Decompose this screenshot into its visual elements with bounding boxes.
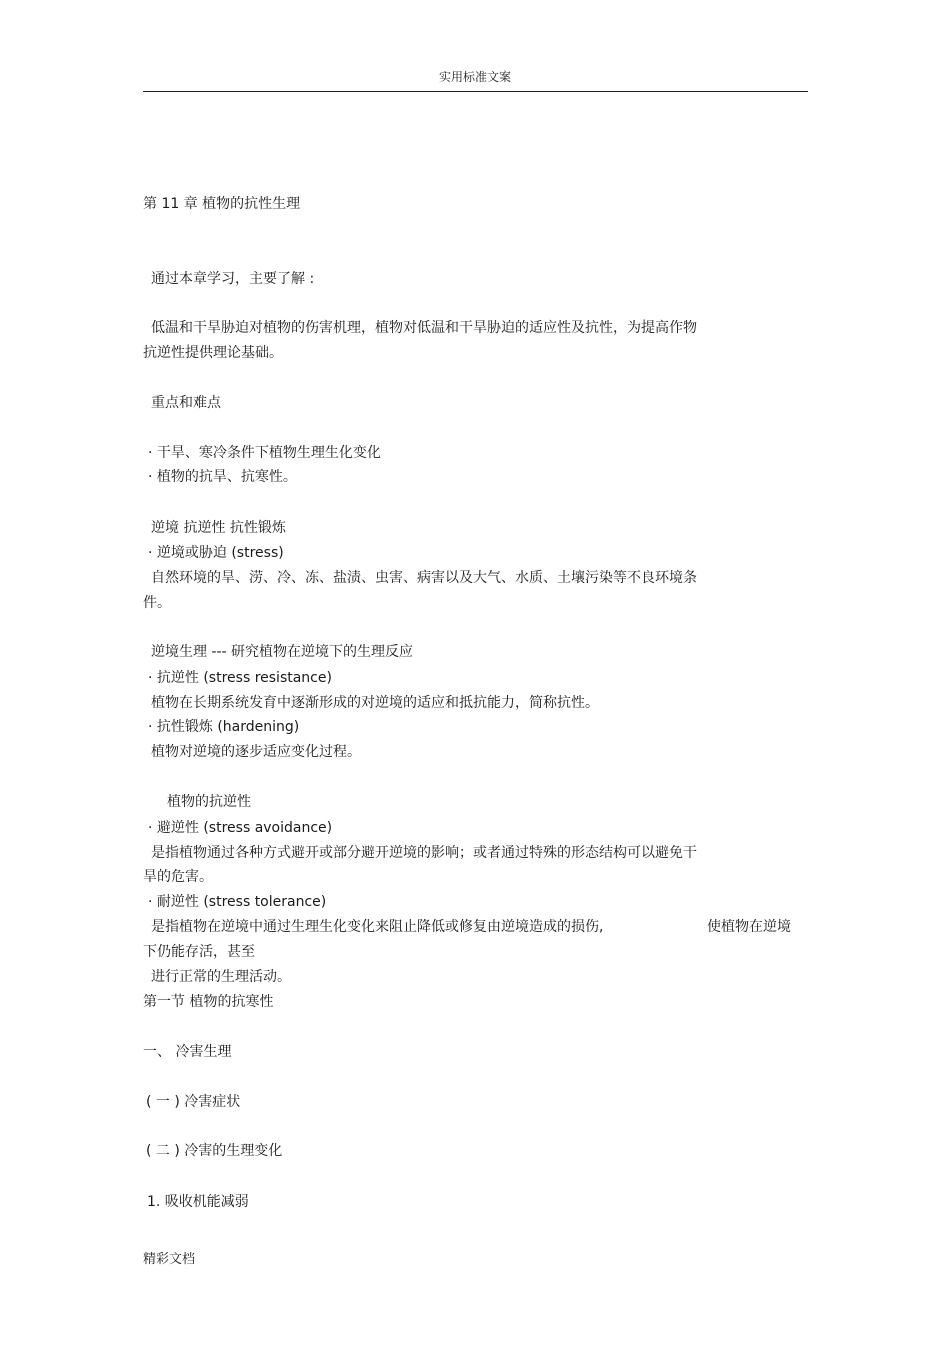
tolerance-definition-line-1b: 使植物在逆境 [707, 919, 791, 935]
avoidance-term: · 避逆性 (stress avoidance) [148, 820, 333, 836]
tolerance-term: · 耐逆性 (stress tolerance) [148, 894, 327, 910]
plant-resistance-heading: 植物的抗逆性 [167, 794, 251, 810]
stress-term: · 逆境或胁迫 (stress) [148, 545, 284, 561]
section-title: 第一节 植物的抗寒性 [143, 994, 274, 1010]
hardening-term: · 抗性锻炼 (hardening) [148, 719, 300, 735]
subsection-item: ( 二 ) 冷害的生理变化 [146, 1143, 283, 1159]
stress-definition-line-2: 件。 [143, 595, 171, 611]
avoidance-definition-line-2: 旱的危害。 [143, 869, 213, 885]
hardening-definition: 植物对逆境的逐步适应变化过程。 [151, 744, 361, 760]
resistance-definition: 植物在长期系统发育中逐渐形成的对逆境的适应和抵抗能力，简称抗性。 [151, 695, 599, 711]
numbered-item: 1. 吸收机能减弱 [147, 1194, 249, 1210]
subsection-item: ( 一 ) 冷害症状 [146, 1094, 241, 1110]
tolerance-definition-line-2: 下仍能存活，甚至 [143, 944, 255, 960]
key-point-item: · 干旱、寒冷条件下植物生理生化变化 [148, 445, 381, 461]
tolerance-definition-line-3: 进行正常的生理活动。 [151, 969, 291, 985]
chapter-title: 第 11 章 植物的抗性生理 [143, 196, 301, 212]
intro-text-line-2: 抗逆性提供理论基础。 [143, 345, 283, 361]
key-points-heading: 重点和难点 [151, 395, 221, 411]
header-divider [143, 91, 808, 92]
resistance-term: · 抗逆性 (stress resistance) [148, 670, 332, 686]
key-point-item: · 植物的抗旱、抗寒性。 [148, 469, 297, 485]
tolerance-definition-line-1a: 是指植物在逆境中通过生理生化变化来阻止降低或修复由逆境造成的损伤, [151, 919, 604, 935]
physiology-heading: 逆境生理 --- 研究植物在逆境下的生理反应 [151, 644, 414, 660]
subsection-heading: 一、 冷害生理 [143, 1044, 232, 1060]
avoidance-definition-line-1: 是指植物通过各种方式避开或部分避开逆境的影响；或者通过特殊的形态结构可以避免干 [151, 845, 697, 861]
header-title: 实用标准文案 [438, 70, 511, 84]
footer-text: 精彩文档 [143, 1252, 196, 1267]
intro-text-line-1: 低温和干旱胁迫对植物的伤害机理，植物对低温和干旱胁迫的适应性及抗性，为提高作物 [151, 320, 697, 336]
stress-definition-line-1: 自然环境的旱、涝、冷、冻、盐渍、虫害、病害以及大气、水质、土壤污染等不良环境条 [151, 570, 697, 586]
intro-lead: 通过本章学习，主要了解 : [151, 271, 315, 287]
stress-heading: 逆境 抗逆性 抗性锻炼 [151, 520, 286, 536]
